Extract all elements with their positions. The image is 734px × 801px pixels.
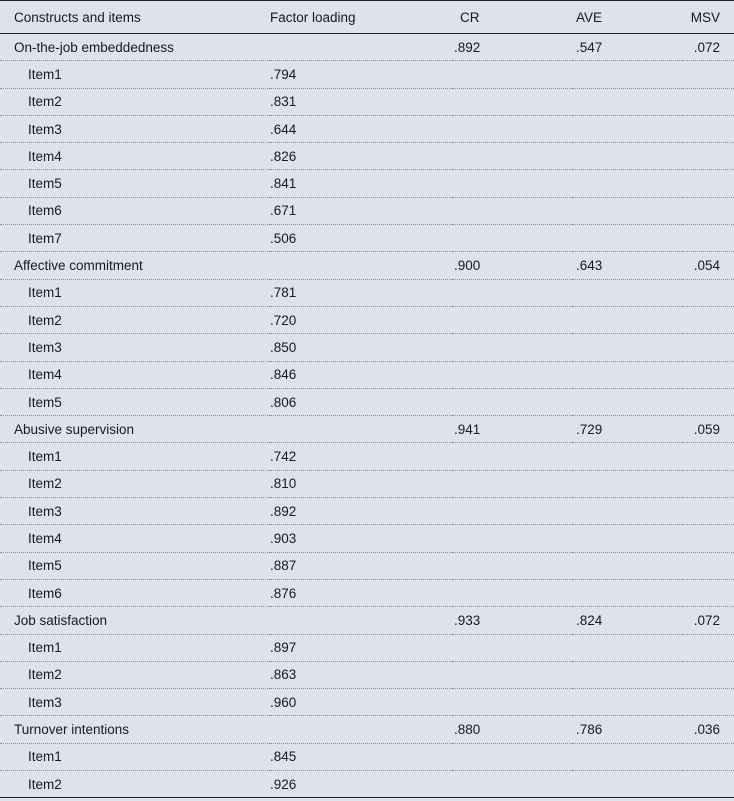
cell-factor-loading: .846 [270, 361, 452, 388]
cell-cr [452, 443, 572, 470]
cell-name: Item3 [0, 334, 270, 361]
item-row [0, 661, 734, 688]
item-row [0, 143, 734, 170]
cell-factor-loading [270, 416, 452, 443]
cell-ave [572, 498, 682, 525]
cell-name: Turnover intentions [0, 716, 270, 743]
construct-row [0, 416, 734, 443]
cell-msv [682, 306, 734, 333]
cell-msv [682, 388, 734, 415]
cell-factor-loading: .850 [270, 334, 452, 361]
item-row [0, 525, 734, 552]
cell-ave [572, 634, 682, 661]
cell-ave [572, 661, 682, 688]
cell-msv: .072 [682, 607, 734, 634]
construct-row [0, 716, 734, 743]
cell-cr [452, 743, 572, 770]
cell-ave [572, 525, 682, 552]
cell-factor-loading: .876 [270, 579, 452, 606]
cell-msv [682, 443, 734, 470]
cell-msv [682, 525, 734, 552]
cell-name: Item6 [0, 579, 270, 606]
cell-ave: .786 [572, 716, 682, 743]
construct-row [0, 607, 734, 634]
cell-name: Item3 [0, 115, 270, 142]
item-row [0, 634, 734, 661]
cell-ave [572, 170, 682, 197]
cell-msv [682, 743, 734, 770]
cell-name: Item6 [0, 197, 270, 224]
cell-name: Item4 [0, 525, 270, 552]
cell-factor-loading: .806 [270, 388, 452, 415]
cell-msv: .059 [682, 416, 734, 443]
cell-factor-loading [270, 607, 452, 634]
item-row [0, 498, 734, 525]
cell-ave [572, 143, 682, 170]
item-row [0, 771, 734, 798]
cell-cr: .900 [452, 252, 572, 279]
cell-factor-loading: .841 [270, 170, 452, 197]
cell-msv [682, 88, 734, 115]
cell-cr [452, 689, 572, 716]
header-msv: MSV [682, 1, 734, 34]
cell-msv [682, 552, 734, 579]
cell-ave [572, 470, 682, 497]
cell-ave [572, 388, 682, 415]
cell-msv [682, 143, 734, 170]
cell-ave [572, 306, 682, 333]
cell-name: Item2 [0, 771, 270, 798]
header-ave: AVE [572, 1, 682, 34]
cell-msv [682, 197, 734, 224]
cell-ave [572, 61, 682, 88]
item-row [0, 579, 734, 606]
cell-ave [572, 579, 682, 606]
cell-name: Job satisfaction [0, 607, 270, 634]
cell-msv: .036 [682, 716, 734, 743]
cell-factor-loading: .826 [270, 143, 452, 170]
cell-msv [682, 498, 734, 525]
cell-cr [452, 197, 572, 224]
cell-name: Item1 [0, 634, 270, 661]
cell-cr [452, 634, 572, 661]
cell-factor-loading: .892 [270, 498, 452, 525]
table-body [0, 34, 734, 798]
item-row [0, 470, 734, 497]
cell-name: Item3 [0, 689, 270, 716]
cell-msv [682, 771, 734, 798]
cell-cr [452, 661, 572, 688]
cell-msv: .054 [682, 252, 734, 279]
cell-ave: .729 [572, 416, 682, 443]
cell-cr [452, 498, 572, 525]
cell-msv [682, 634, 734, 661]
cell-cr [452, 306, 572, 333]
cell-name: Item4 [0, 143, 270, 170]
item-row [0, 689, 734, 716]
cell-name: On-the-job embeddedness [0, 34, 270, 61]
cell-cr [452, 143, 572, 170]
item-row [0, 361, 734, 388]
item-row [0, 88, 734, 115]
cell-ave [572, 771, 682, 798]
cell-cr: .933 [452, 607, 572, 634]
cell-factor-loading: .644 [270, 115, 452, 142]
item-row [0, 743, 734, 770]
cell-ave: .824 [572, 607, 682, 634]
cell-cr: .892 [452, 34, 572, 61]
cell-cr [452, 225, 572, 252]
cell-ave [572, 361, 682, 388]
cell-name: Item2 [0, 470, 270, 497]
cell-factor-loading: .671 [270, 197, 452, 224]
cell-name: Item2 [0, 661, 270, 688]
item-row [0, 279, 734, 306]
cell-cr [452, 579, 572, 606]
item-row [0, 552, 734, 579]
cell-msv [682, 470, 734, 497]
table-header-row [0, 1, 734, 34]
cell-factor-loading [270, 34, 452, 61]
header-cr: CR [452, 1, 572, 34]
header-constructs-and-items: Constructs and items [0, 1, 270, 34]
cell-cr [452, 115, 572, 142]
cell-cr [452, 361, 572, 388]
cell-ave [572, 225, 682, 252]
cell-name: Item5 [0, 388, 270, 415]
cell-factor-loading [270, 252, 452, 279]
cell-name: Item4 [0, 361, 270, 388]
cell-factor-loading: .810 [270, 470, 452, 497]
item-row [0, 61, 734, 88]
cell-factor-loading: .863 [270, 661, 452, 688]
cell-msv [682, 61, 734, 88]
cell-msv [682, 115, 734, 142]
cell-msv [682, 334, 734, 361]
cell-cr [452, 170, 572, 197]
item-row [0, 225, 734, 252]
cell-cr [452, 88, 572, 115]
cell-factor-loading: .831 [270, 88, 452, 115]
cell-factor-loading [270, 716, 452, 743]
cell-ave [572, 743, 682, 770]
cell-msv [682, 225, 734, 252]
cell-ave [572, 689, 682, 716]
cell-msv [682, 661, 734, 688]
cell-name: Item3 [0, 498, 270, 525]
cell-msv [682, 579, 734, 606]
cell-msv: .072 [682, 34, 734, 61]
cell-cr [452, 334, 572, 361]
cell-factor-loading: .506 [270, 225, 452, 252]
cell-msv [682, 170, 734, 197]
cell-name: Item1 [0, 61, 270, 88]
cell-name: Item2 [0, 88, 270, 115]
cell-cr [452, 771, 572, 798]
item-row [0, 306, 734, 333]
cell-ave [572, 197, 682, 224]
item-row [0, 197, 734, 224]
cell-factor-loading: .960 [270, 689, 452, 716]
item-row [0, 115, 734, 142]
cell-name: Item5 [0, 552, 270, 579]
construct-row [0, 34, 734, 61]
cell-cr [452, 61, 572, 88]
cell-name: Abusive supervision [0, 416, 270, 443]
item-row [0, 388, 734, 415]
cell-factor-loading: .720 [270, 306, 452, 333]
cell-factor-loading: .781 [270, 279, 452, 306]
cell-factor-loading: .897 [270, 634, 452, 661]
cell-factor-loading: .794 [270, 61, 452, 88]
cell-factor-loading: .887 [270, 552, 452, 579]
cell-name: Item1 [0, 443, 270, 470]
cell-cr [452, 552, 572, 579]
cell-cr: .880 [452, 716, 572, 743]
cell-factor-loading: .845 [270, 743, 452, 770]
cell-factor-loading: .926 [270, 771, 452, 798]
cell-cr [452, 388, 572, 415]
cell-ave [572, 279, 682, 306]
cell-msv [682, 279, 734, 306]
cell-cr: .941 [452, 416, 572, 443]
cell-ave: .547 [572, 34, 682, 61]
cell-factor-loading: .903 [270, 525, 452, 552]
cell-name: Affective commitment [0, 252, 270, 279]
cell-name: Item1 [0, 743, 270, 770]
cell-name: Item7 [0, 225, 270, 252]
cell-factor-loading: .742 [270, 443, 452, 470]
cell-ave [572, 88, 682, 115]
item-row [0, 443, 734, 470]
cell-msv [682, 689, 734, 716]
construct-row [0, 252, 734, 279]
cell-ave: .643 [572, 252, 682, 279]
cell-cr [452, 470, 572, 497]
item-row [0, 170, 734, 197]
cell-ave [572, 334, 682, 361]
cell-msv [682, 361, 734, 388]
cell-name: Item5 [0, 170, 270, 197]
header-factor-loading: Factor loading [270, 1, 452, 34]
cell-ave [572, 552, 682, 579]
cell-ave [572, 443, 682, 470]
cell-name: Item2 [0, 306, 270, 333]
cell-cr [452, 525, 572, 552]
item-row [0, 334, 734, 361]
cell-name: Item1 [0, 279, 270, 306]
cell-cr [452, 279, 572, 306]
cell-ave [572, 115, 682, 142]
